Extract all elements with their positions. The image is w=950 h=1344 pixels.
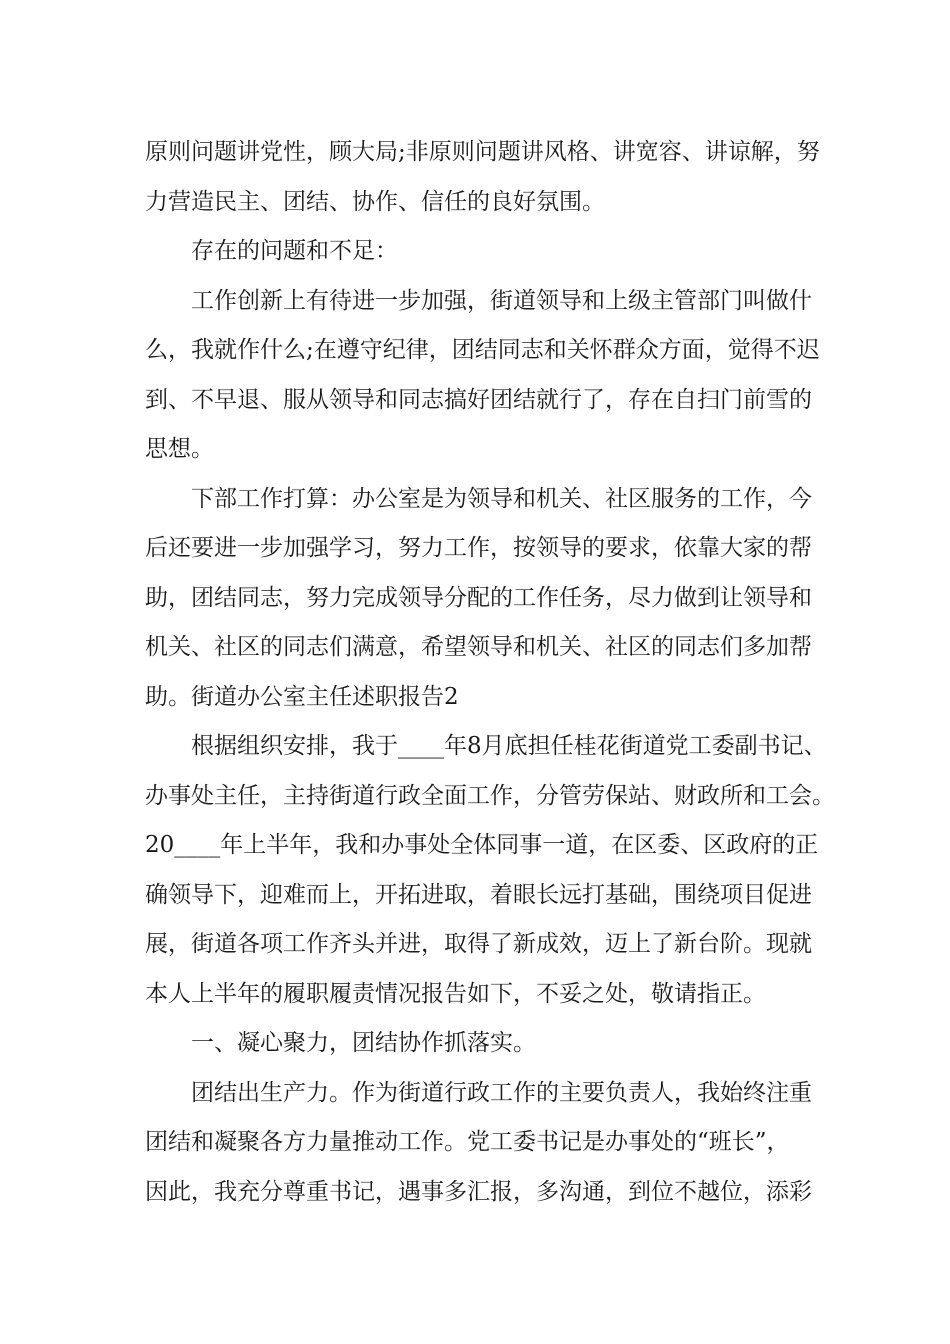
text-line: 助，团结同志，努力完成领导分配的工作任务，尽力做到让领导和 bbox=[145, 584, 812, 611]
text-line: 工作创新上有待进一步加强，街道领导和上级主管部门叫做什 bbox=[191, 287, 812, 314]
text-line: 存在的问题和不足： bbox=[191, 238, 398, 264]
text-line: 办事处主任，主持街道行政全面工作，分管劳保站、财政所和工会。 bbox=[145, 782, 835, 809]
text-line: 团结和凝聚各方力量推动工作。党工委书记是办事处的“班长”， bbox=[145, 1129, 790, 1155]
text-line: 一、凝心聚力，团结协作抓落实。 bbox=[191, 1030, 536, 1056]
text-line: 力营造民主、团结、协作、信任的良好氛围。 bbox=[145, 188, 605, 215]
text-line: 思想。 bbox=[145, 436, 214, 462]
text-line: 下部工作打算：办公室是为领导和机关、社区服务的工作，今 bbox=[191, 485, 812, 512]
text-line: 机关、社区的同志们满意，希望领导和机关、社区的同志们多加帮 bbox=[145, 634, 812, 660]
text-line: 么，我就作什么;在遵守纪律，团结同志和关怀群众方面，觉得不迟 bbox=[145, 337, 820, 363]
text-line: 团结出生产力。作为街道行政工作的主要负责人，我始终注重 bbox=[191, 1079, 812, 1106]
text-line: 因此，我充分尊重书记，遇事多汇报，多沟通，到位不越位，添彩 bbox=[145, 1178, 812, 1205]
text-line: 原则问题讲党性，顾大局;非原则问题讲风格、讲宽容、讲谅解，努 bbox=[145, 139, 820, 165]
text-line: 根据组织安排，我于____年8月底担任桂花街道党工委副书记、 bbox=[191, 733, 827, 759]
document-body bbox=[145, 128, 835, 1217]
text-line: 助。街道办公室主任述职报告2 bbox=[145, 683, 459, 710]
text-line: 确领导下，迎难而上，开拓进取，着眼长远打基础，围绕项目促进 bbox=[145, 881, 812, 908]
text-line: 20____年上半年，我和办事处全体同事一道，在区委、区政府的正 bbox=[145, 832, 819, 858]
text-line: 展，街道各项工作齐头并进，取得了新成效，迈上了新台阶。现就 bbox=[145, 931, 812, 957]
text-line: 到、不早退、服从领导和同志搞好团结就行了，存在自扫门前雪的 bbox=[145, 386, 812, 413]
text-line: 本人上半年的履职履责情况报告如下，不妥之处，敬请指正。 bbox=[145, 980, 766, 1007]
text-line: 后还要进一步加强学习，努力工作，按领导的要求，依靠大家的帮 bbox=[145, 535, 812, 561]
